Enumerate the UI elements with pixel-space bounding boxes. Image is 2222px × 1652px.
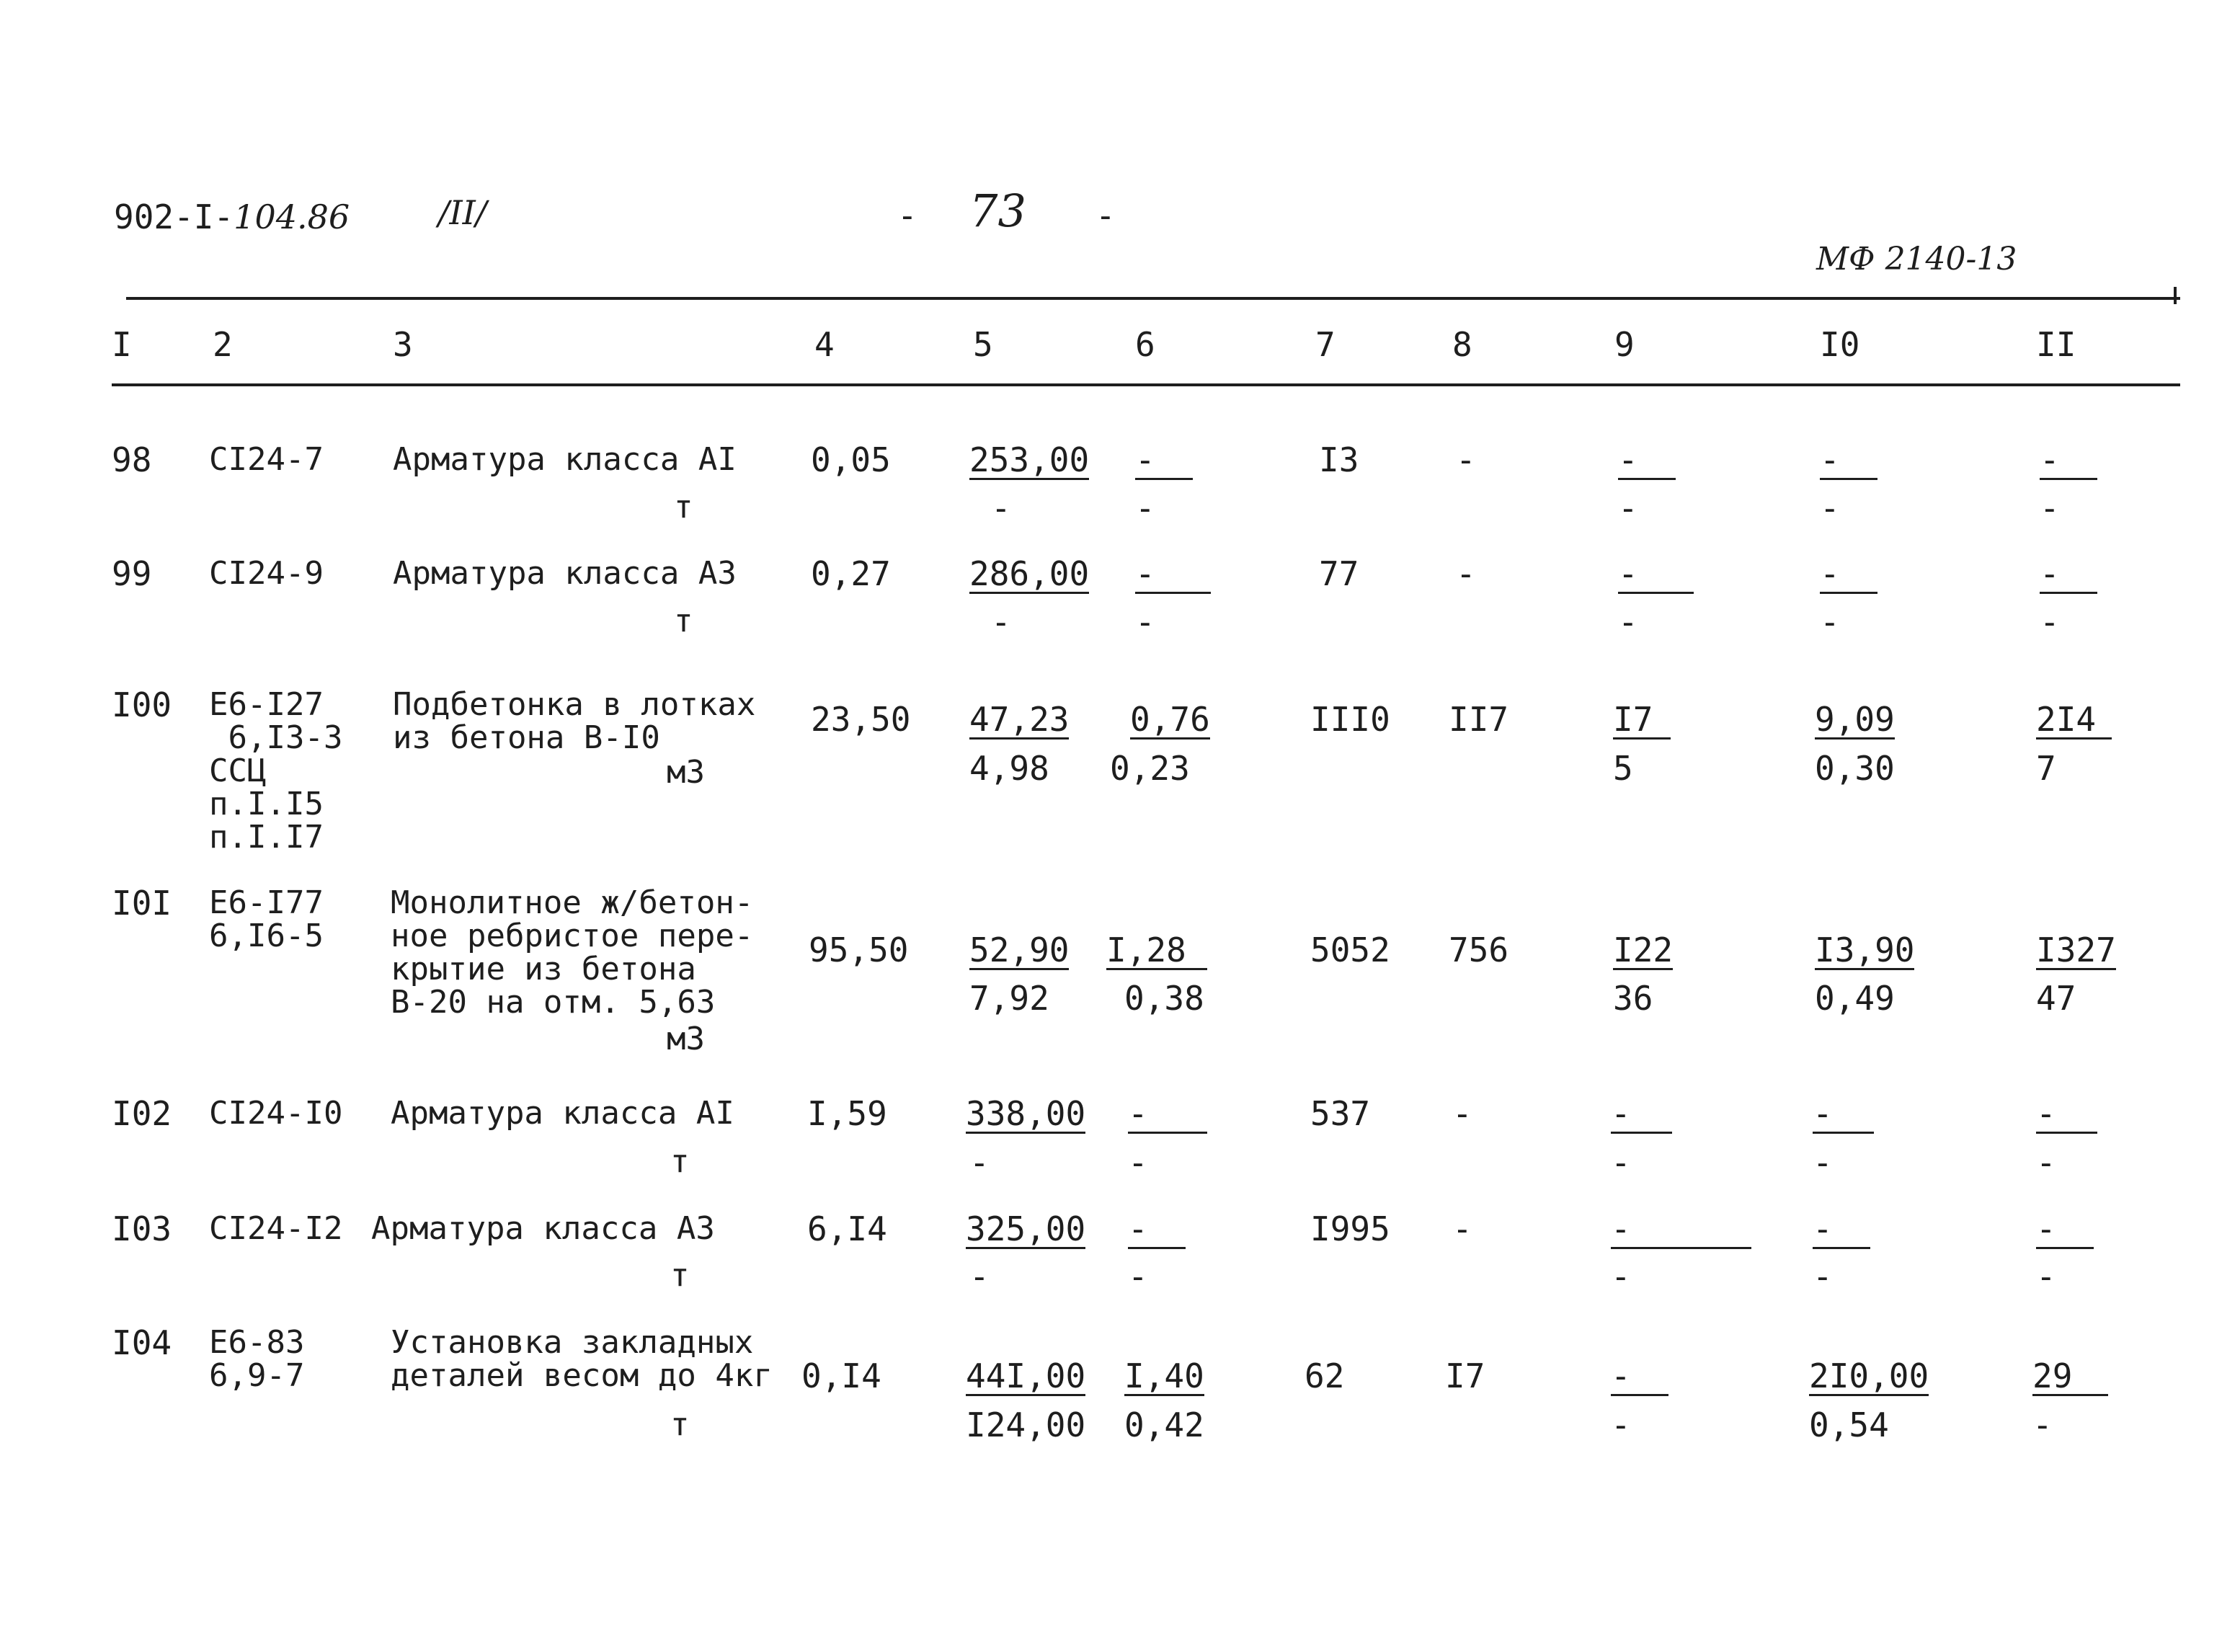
row-number: 98 — [112, 440, 152, 479]
work-description: Арматура класса А3 — [393, 555, 737, 592]
col11-bottom: - — [2040, 489, 2060, 528]
col8: - — [1456, 440, 1476, 479]
col6-bottom: - — [1135, 603, 1155, 641]
row-number: I0I — [112, 884, 172, 923]
column-header: 2 — [213, 325, 233, 364]
work-description: крытие из бетона — [391, 951, 696, 987]
col6-top: I,40 — [1124, 1356, 1204, 1395]
quantity: 0,27 — [811, 554, 891, 593]
norm-code: 6,9-7 — [209, 1357, 305, 1394]
col5-top: 47,23 — [969, 700, 1070, 739]
column-header: 3 — [393, 325, 413, 364]
norm-code: CI24-7 — [209, 441, 324, 478]
col10-top: - — [1820, 443, 1877, 480]
row-number: I00 — [112, 685, 172, 724]
col7: I995 — [1310, 1209, 1390, 1248]
row-number: I04 — [112, 1323, 172, 1362]
col5-bottom: 7,92 — [969, 979, 1049, 1018]
col10-top: - — [1813, 1097, 1874, 1134]
col6-bottom: - — [1128, 1257, 1148, 1296]
col11-top: I327 — [2036, 931, 2116, 969]
column-header: 4 — [814, 325, 835, 364]
col11-top: - — [2040, 443, 2097, 480]
col5-bottom: I24,00 — [966, 1405, 1086, 1444]
column-header: 9 — [1614, 325, 1635, 364]
work-description: Монолитное ж/бетон- — [391, 884, 754, 921]
page-dash-left: - — [897, 196, 917, 235]
norm-code: CI24-I2 — [209, 1210, 343, 1247]
col11-top: 29 — [2032, 1359, 2108, 1396]
col5-bottom: 4,98 — [969, 749, 1049, 788]
work-description: Арматура класса AI — [393, 441, 737, 478]
col11-top: 2I4 — [2036, 703, 2112, 740]
norm-code: Е6-83 — [209, 1324, 305, 1361]
col10-top: 9,09 — [1815, 700, 1895, 739]
norm-code: п.I.I7 — [209, 819, 324, 856]
column-header: 7 — [1315, 325, 1336, 364]
col11-bottom: - — [2036, 1257, 2056, 1296]
col6-bottom: 0,38 — [1124, 979, 1204, 1018]
header-bottom-rule — [112, 383, 2180, 386]
column-header: II — [2036, 325, 2076, 364]
norm-code: 6,I6-5 — [209, 918, 324, 954]
quantity: 23,50 — [811, 700, 911, 739]
unit: м3 — [667, 1021, 705, 1057]
col5-top: 286,00 — [969, 554, 1090, 593]
col7: 62 — [1305, 1356, 1345, 1395]
col9-bottom: - — [1611, 1143, 1631, 1182]
col9-bottom: - — [1611, 1405, 1631, 1444]
col6-top: - — [1128, 1212, 1186, 1249]
col10-top: 2I0,00 — [1809, 1356, 1929, 1395]
col6-top: - — [1135, 557, 1211, 594]
col9-bottom: 5 — [1613, 749, 1633, 788]
col7: 5052 — [1310, 931, 1390, 969]
col7: III0 — [1310, 700, 1390, 739]
col5-top: 325,00 — [966, 1209, 1086, 1248]
col9-top: I7 — [1613, 703, 1671, 740]
top-rule-tick — [2174, 287, 2177, 304]
archive-stamp: МФ 2140-13 — [1816, 241, 2017, 277]
col10-bottom: - — [1820, 489, 1840, 528]
page-number: 73 — [969, 185, 1026, 237]
document-code — [114, 197, 350, 236]
col7: 77 — [1319, 554, 1359, 593]
col9-bottom: - — [1618, 603, 1638, 641]
col9-top: - — [1611, 1359, 1668, 1396]
norm-code: 6,I3-3 — [209, 719, 343, 756]
col11-bottom: - — [2040, 603, 2060, 641]
col9-bottom: - — [1611, 1257, 1631, 1296]
col10-bottom: 0,49 — [1815, 979, 1895, 1018]
col9-top: I22 — [1613, 931, 1674, 969]
col10-bottom: 0,54 — [1809, 1405, 1889, 1444]
work-description: деталей весом до 4кг — [391, 1357, 773, 1394]
norm-code: CI24-9 — [209, 555, 324, 592]
column-header: 5 — [973, 325, 993, 364]
unit: т — [670, 1257, 690, 1294]
norm-code: Е6-I27 — [209, 686, 324, 723]
col11-top: - — [2036, 1212, 2094, 1249]
work-description: Арматура класса А3 — [371, 1210, 715, 1247]
col11-bottom: 7 — [2036, 749, 2056, 788]
unit: т — [670, 1406, 690, 1443]
norm-code: CI24-I0 — [209, 1095, 343, 1132]
col9-top: - — [1618, 443, 1676, 480]
work-description: Подбетонка в лотках — [393, 686, 756, 723]
unit: м3 — [667, 754, 705, 791]
col10-bottom: - — [1813, 1143, 1833, 1182]
col5-bottom: - — [991, 489, 1011, 528]
col5-top: 338,00 — [966, 1094, 1086, 1133]
work-description: из бетона В-I0 — [393, 719, 660, 756]
col7: I3 — [1319, 440, 1359, 479]
top-rule — [126, 297, 2180, 300]
col10-top: - — [1820, 557, 1877, 594]
work-description: В-20 на отм. 5,63 — [391, 984, 716, 1021]
col5-top: 253,00 — [969, 440, 1090, 479]
quantity: 6,I4 — [807, 1209, 887, 1248]
col5-top: 52,90 — [969, 931, 1070, 969]
col6-top: - — [1128, 1097, 1207, 1134]
col9-top: - — [1611, 1212, 1751, 1249]
col9-top: - — [1618, 557, 1694, 594]
col8: I7 — [1445, 1356, 1485, 1395]
col8: - — [1456, 554, 1476, 593]
col5-bottom: - — [969, 1143, 990, 1182]
norm-code: п.I.I5 — [209, 786, 324, 822]
col10-top: I3,90 — [1815, 931, 1915, 969]
unit: т — [674, 489, 693, 525]
col6-bottom: - — [1128, 1143, 1148, 1182]
col6-top: 0,76 — [1130, 700, 1210, 739]
col6-top: I,28 — [1106, 933, 1207, 970]
col8: - — [1452, 1209, 1472, 1248]
quantity: I,59 — [807, 1094, 887, 1133]
col11-bottom: - — [2032, 1405, 2053, 1444]
quantity: 0,05 — [811, 440, 891, 479]
col6-bottom: - — [1135, 489, 1155, 528]
col11-top: - — [2036, 1097, 2097, 1134]
quantity: 0,I4 — [801, 1356, 881, 1395]
work-description: ное ребристое пере- — [391, 918, 754, 954]
col10-top: - — [1813, 1212, 1870, 1249]
row-number: 99 — [112, 554, 152, 593]
col5-bottom: - — [991, 603, 1011, 641]
norm-code: ССЦ — [209, 752, 267, 789]
col9-top: - — [1611, 1097, 1672, 1134]
quantity: 95,50 — [809, 931, 909, 969]
unit: т — [674, 603, 693, 639]
col5-top: 44I,00 — [966, 1356, 1086, 1395]
col9-bottom: - — [1618, 489, 1638, 528]
col11-top: - — [2040, 557, 2097, 594]
column-header: 8 — [1452, 325, 1472, 364]
col11-bottom: 47 — [2036, 979, 2076, 1018]
col11-bottom: - — [2036, 1143, 2056, 1182]
section-number: /II/ — [438, 193, 487, 232]
column-header: 6 — [1135, 325, 1155, 364]
col5-bottom: - — [969, 1257, 990, 1296]
unit: т — [670, 1143, 690, 1180]
row-number: I03 — [112, 1209, 172, 1248]
col10-bottom: 0,30 — [1815, 749, 1895, 788]
document-code-handwritten: 104.86 — [234, 197, 350, 236]
col10-bottom: - — [1820, 603, 1840, 641]
col8: II7 — [1449, 700, 1509, 739]
col9-bottom: 36 — [1613, 979, 1653, 1018]
page-dash-right: - — [1096, 196, 1116, 235]
column-header: I0 — [1820, 325, 1860, 364]
col6-top: - — [1135, 443, 1193, 480]
row-number: I02 — [112, 1094, 172, 1133]
document-code-printed: 902-I- — [114, 197, 234, 236]
col7: 537 — [1310, 1094, 1371, 1133]
col8: - — [1452, 1094, 1472, 1133]
col6-bottom: 0,23 — [1110, 749, 1190, 788]
column-header: I — [112, 325, 132, 364]
col6-bottom: 0,42 — [1124, 1405, 1204, 1444]
col8: 756 — [1449, 931, 1509, 969]
work-description: Установка закладных — [391, 1324, 754, 1361]
norm-code: Е6-I77 — [209, 884, 324, 921]
work-description: Арматура класса AI — [391, 1095, 734, 1132]
col10-bottom: - — [1813, 1257, 1833, 1296]
